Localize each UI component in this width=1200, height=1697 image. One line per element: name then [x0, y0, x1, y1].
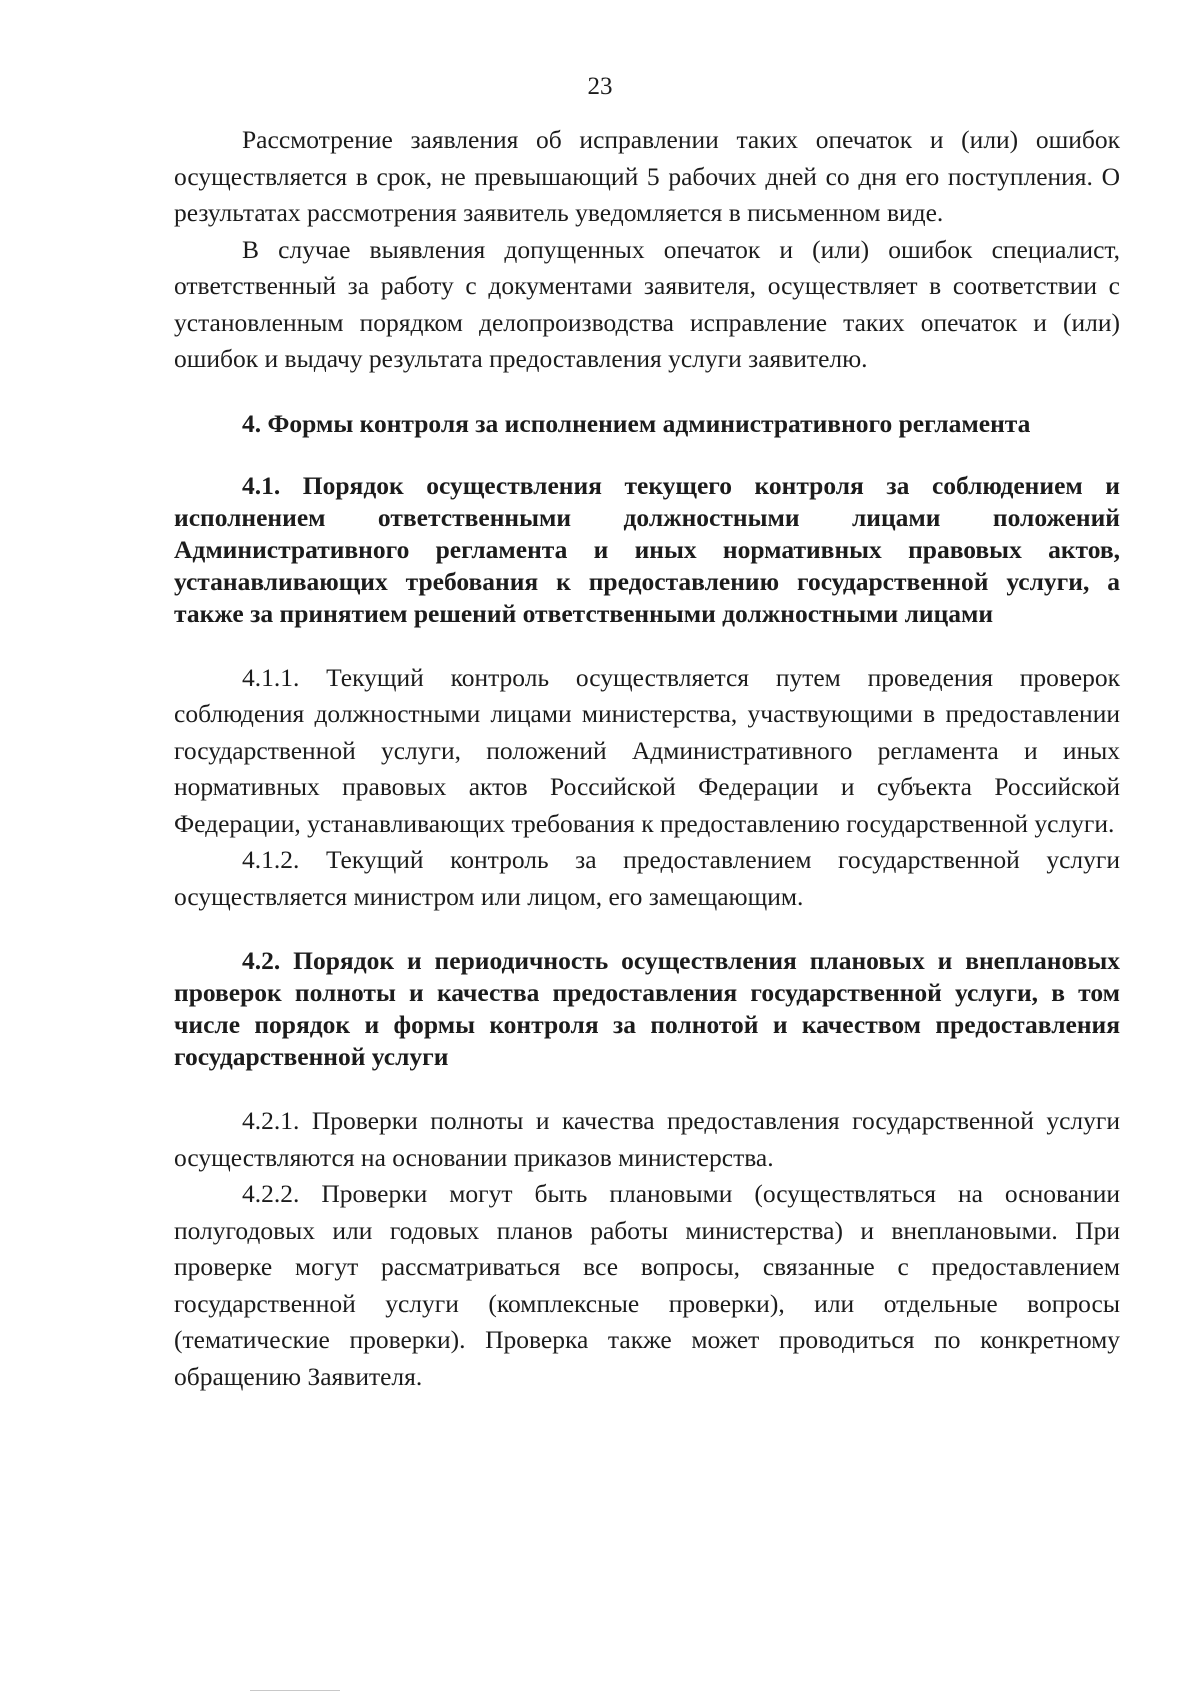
- paragraph-review-term: Рассмотрение заявления об исправлении таких опечаток и (или) ошибок осуществляется в срок, не превышающий 5 рабочих дней со дня его поступления. О результатах рассмотрения заявитель уведомляется в письменном виде.: [174, 125, 1120, 227]
- page-number: 23: [587, 73, 613, 100]
- paragraph-4-1-2: 4.1.2. Текущий контроль за предоставлением государственной услуги осуществляется министром или лицом, его замещающим.: [174, 845, 1120, 911]
- spacer: [174, 1073, 1120, 1103]
- spacer: [174, 630, 1120, 660]
- scan-artifact-line: [250, 1690, 340, 1691]
- paragraph-4-2-1: 4.2.1. Проверки полноты и качества предоставления государственной услуги осуществляются на основании приказов министерства.: [174, 1106, 1120, 1172]
- section-heading-4-1: 4.1. Порядок осуществления текущего контроля за соблюдением и исполнением ответственными должностными лицами положений Административного регламента и иных нормативных правовых актов, устанавливающих требования к предоставлению государственной услуги, а также за принятием решений ответственными должностными лицами: [174, 470, 1120, 628]
- paragraph-4-2-2: 4.2.2. Проверки могут быть плановыми (осуществляться на основании полугодовых или годовых планов работы министерства) и внеплановыми. При проверке могут рассматриваться все вопросы, связанные с предоставлением государственной услуги (комплексные проверки), или отдельные вопросы (тематические проверки). Проверка также может проводиться по конкретному обращению Заявителя.: [174, 1179, 1120, 1391]
- spacer: [174, 440, 1120, 470]
- paragraph-4-1-1: 4.1.1. Текущий контроль осуществляется путем проведения проверок соблюдения должностными лицами министерства, участвующими в предоставлении государственной услуги, положений Административного регламента и иных нормативных правовых актов Российской Федерации и субъекта Российской Федерации, устанавливающих требования к предоставлению государственной услуги.: [174, 662, 1120, 838]
- spacer: [174, 378, 1120, 408]
- section-heading-4: 4. Формы контроля за исполнением административного регламента: [242, 408, 1031, 438]
- spacer: [174, 915, 1120, 945]
- page-content: [174, 122, 1120, 1395]
- section-heading-4-2: 4.2. Порядок и периодичность осуществления плановых и внеплановых проверок полноты и качества предоставления государственной услуги, в том числе порядок и формы контроля за полнотой и качеством предоставления государственной услуги: [174, 946, 1120, 1071]
- paragraph-correction-procedure: В случае выявления допущенных опечаток и (или) ошибок специалист, ответственный за работу с документами заявителя, осуществляет в соответствии с установленным порядком делопроизводства исправление таких опечаток и (или) ошибок и выдачу результата предоставления услуги заявителю.: [174, 234, 1120, 373]
